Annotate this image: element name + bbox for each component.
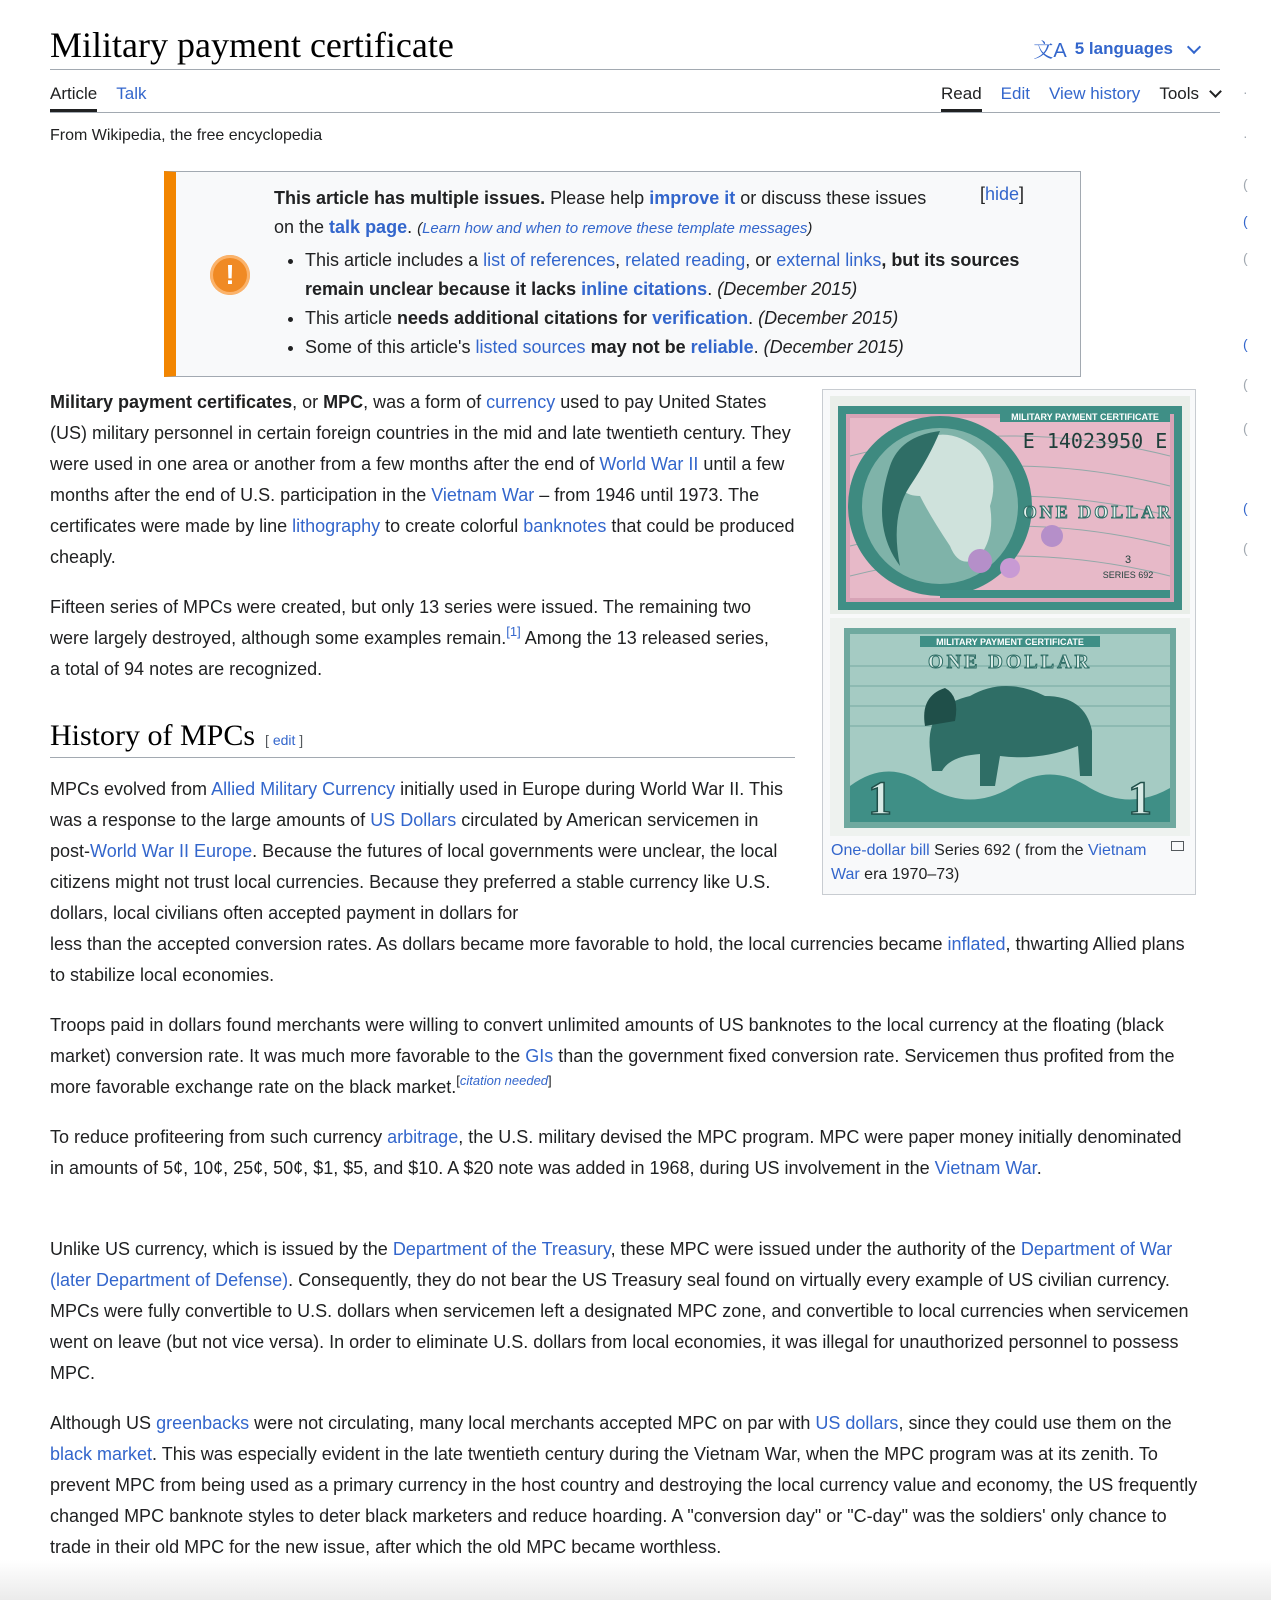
text: .	[1036, 1158, 1042, 1178]
text: . Because the futures of local governments were unclear, the local citizens might not trust local currencies. Because they preferred a stable currency like U.S. dollars, local civilians often accepted payment in dollars for	[50, 841, 778, 923]
text: than the government fixed conversion rate. Servicemen thus profited from the more favorable exchange rate on the black market.	[50, 1046, 1175, 1097]
text: until a few months after the end of U.S. participation in the	[50, 454, 785, 505]
series-label: SERIES 692	[1102, 570, 1154, 580]
bold-term: Military payment certificates	[50, 392, 293, 412]
text: Troops paid in dollars found merchants were willing to convert unlimited amounts of US banknotes to the local currency at the floating (black market) conversion rate. It was much more favorable to the	[50, 1015, 1164, 1066]
hide-link[interactable]: hide	[984, 184, 1019, 204]
issue-text: This article	[305, 308, 398, 328]
toc-edge-marker: (	[1243, 250, 1248, 266]
denomination-text: ONE DOLLAR	[928, 651, 1092, 673]
issue-item: • This article needs additional citations for verification. (December 2015)	[305, 304, 1054, 333]
reliable-link[interactable]: reliable	[690, 337, 754, 357]
vietnam-war-link[interactable]: Vietnam War	[934, 1158, 1037, 1178]
issue-item: • Some of this article's listed sources may not be reliable. (December 2015)	[305, 333, 1054, 362]
bottom-shadow	[0, 1560, 1271, 1600]
toc-edge-marker: ·	[1243, 84, 1248, 100]
text: To reduce profiteering from such currency	[50, 1127, 388, 1147]
languages-label: 5 languages	[1074, 38, 1173, 58]
tools-menu[interactable]	[1159, 84, 1220, 112]
banknotes-link[interactable]: banknotes	[523, 516, 607, 536]
denomination-text: ONE DOLLAR	[1022, 502, 1174, 522]
page-title: Military payment certificate	[50, 25, 454, 65]
text: MPCs evolved from	[50, 779, 212, 799]
caption-text: era 1970–73)	[859, 866, 960, 883]
text: , or	[292, 392, 324, 412]
text: that could be produced cheaply.	[50, 516, 795, 567]
multiple-issues-box	[164, 171, 1081, 377]
banner-text: MILITARY PAYMENT CERTIFICATE	[1011, 412, 1159, 422]
toc-edge-marker: (	[1243, 213, 1248, 229]
issues-list	[274, 246, 1054, 362]
intro-paragraph	[50, 387, 795, 573]
lithography-link[interactable]: lithography	[292, 516, 381, 536]
vietnam-war-link[interactable]: Vietnam War	[431, 485, 535, 505]
toc-edge-marker: (	[1243, 176, 1248, 192]
issue-text: , or	[745, 250, 777, 270]
issue-text: Some of this article's	[305, 337, 476, 357]
hide-toggle: [hide]	[979, 184, 1024, 204]
header-divider	[50, 69, 1220, 70]
namespace-tabs	[50, 84, 146, 112]
section-title: History of MPCs	[50, 719, 256, 752]
list-of-references-link[interactable]: list of references	[483, 250, 616, 270]
toc-edge-marker: (	[1243, 376, 1248, 392]
history-paragraph-4	[50, 1234, 1200, 1389]
series-paragraph	[50, 592, 770, 685]
issue-text: This article includes a	[305, 250, 484, 270]
denomination-numeral: 1	[868, 772, 892, 825]
text: , thwarting Allied plans to stabilize local economies.	[50, 934, 1185, 985]
text: initially used in Europe during World War II. This was a response to the large amounts of	[50, 779, 783, 830]
issue-date: (December 2015)	[763, 337, 904, 357]
improve-link[interactable]: improve it	[649, 188, 736, 208]
translate-icon: 文A	[1033, 40, 1067, 62]
toc-edge-marker: (	[1243, 500, 1248, 516]
edit-section-link[interactable]: edit	[272, 732, 296, 748]
text: , since they could use them on the	[898, 1413, 1172, 1433]
issue-bold: needs additional citations for	[397, 308, 653, 328]
text: Among the 13 released series, a total of 94 notes are recognized.	[50, 628, 769, 679]
text: , these MPC were issued under the authority of the	[610, 1239, 1021, 1259]
arbitrage-link[interactable]: arbitrage	[387, 1127, 459, 1147]
toc-edge-marker: (	[1243, 540, 1248, 556]
banknote-image[interactable]	[830, 396, 1190, 836]
toc-edge-marker: ·	[1243, 128, 1248, 144]
view-tabs	[941, 84, 1220, 112]
text: less than the accepted conversion rates. As dollars became more favorable to hold, the local currencies became	[50, 934, 948, 954]
series-number: 3	[1124, 554, 1132, 566]
text: were not circulating, many local merchants accepted MPC on par with	[249, 1413, 816, 1433]
inline-citations-link[interactable]: inline citations	[581, 279, 708, 299]
issue-date: (December 2015)	[758, 308, 899, 328]
text: Although US	[50, 1413, 157, 1433]
issues-text: on the	[274, 217, 330, 237]
text: Unlike US currency, which is issued by the	[50, 1239, 393, 1259]
chevron-down-icon	[1209, 85, 1222, 98]
vietnam-war-link[interactable]: Vietnam War	[831, 842, 1147, 883]
issues-text: Please help	[545, 188, 650, 208]
infobox-figure	[822, 389, 1196, 895]
tagline: From Wikipedia, the free encyclopedia	[50, 127, 323, 144]
us-dollars-link[interactable]: US dollars	[815, 1413, 899, 1433]
text: . Consequently, they do not bear the US Treasury seal found on virtually every example of US civilian currency. MPCs were fully convertible to U.S. dollars when servicemen left a designated MPC zone, and convertible to local currencies when servicemen went on leave (but not vice versa). In order to eliminate U.S. dollars from local economies, it was illegal for unauthorized personnel to possess MPC.	[50, 1270, 1189, 1383]
talk-page-link[interactable]: talk page	[329, 217, 408, 237]
bold-term: MPC	[323, 392, 364, 412]
gis-link[interactable]: GIs	[525, 1046, 554, 1066]
one-dollar-bill-link[interactable]: One-dollar bill	[831, 842, 930, 859]
issue-item: • This article includes a list of references, related reading, or external links, but its sources remain unclear because it lacks inline citations. (December 2015)	[305, 246, 1054, 304]
issue-bold: may not be	[585, 337, 691, 357]
banner-text: MILITARY PAYMENT CERTIFICATE	[936, 637, 1084, 647]
learn-link[interactable]: Learn how and when to remove these template messages	[422, 220, 808, 237]
tab-article[interactable]: Article	[50, 84, 97, 112]
issues-lead: This article has multiple issues.	[274, 188, 546, 208]
enlarge-icon[interactable]	[1171, 841, 1184, 851]
department-of-treasury-link[interactable]: Department of the Treasury	[392, 1239, 611, 1259]
text: circulated by American servicemen in post-	[50, 810, 759, 861]
issue-date: (December 2015)	[717, 279, 858, 299]
tabs-divider	[50, 112, 1220, 113]
issues-body: This article has multiple issues. Please help improve it or discuss these issues on the talk page. (Learn how and when to remove these template messages) • This article includes a list of references, related reading, or external links, but its sources remain unclear because it lacks inline citations. (December 2015) • This article needs additional citations for verification. (December 2015) • Some of this article's listed sources may not be reliable. (December 2015)	[274, 184, 1054, 362]
warning-icon: !	[210, 255, 250, 295]
tab-talk[interactable]: Talk	[116, 84, 147, 103]
text: , was a form of	[363, 392, 487, 412]
text: , the U.S. military devised the MPC program. MPC were paper money initially denominated in amounts of 5¢, 10¢, 25¢, 50¢, $1, $5, and $10. A $20 note was added in 1968, during US involvement in the	[50, 1127, 1182, 1178]
toc-edge-marker: (	[1243, 420, 1248, 436]
history-paragraph-3	[50, 1122, 1200, 1184]
external-links-link[interactable]: external links	[776, 250, 882, 270]
currency-link[interactable]: currency	[486, 392, 556, 412]
inflated-link[interactable]: inflated	[947, 934, 1006, 954]
world-war-ii-link[interactable]: World War II	[599, 454, 699, 474]
us-dollars-link[interactable]: US Dollars	[370, 810, 457, 830]
serial-number: E 14023950 E	[1022, 429, 1168, 453]
edit-section: [ edit ]	[265, 732, 304, 748]
history-paragraph-2: Troops paid in dollars found merchants were willing to convert unlimited amounts of US banknotes to the local currency at the floating (black market) conversion rate. It was much more favorable to the GIs than the government fixed conversion rate. Servicemen thus profited from the more favorable exchange rate on the black market.[citation needed]	[50, 1015, 1175, 1097]
greenbacks-link[interactable]: greenbacks	[156, 1413, 250, 1433]
language-selector[interactable]	[1033, 34, 1199, 63]
text: used to pay United States (US) military personnel in certain foreign countries in the mid and late twentieth century. They were used in one area or another from a few months after the end of	[50, 392, 791, 474]
denomination-numeral: 1	[1128, 772, 1152, 825]
listed-sources-link[interactable]: listed sources	[475, 337, 586, 357]
caption-text: Series 692 ( from the	[929, 842, 1089, 859]
text: to create colorful	[380, 516, 524, 536]
issues-text: or discuss these issues	[735, 188, 927, 208]
tab-edit[interactable]: Edit	[1000, 84, 1030, 103]
toc-edge-marker: (	[1243, 336, 1248, 352]
allied-military-currency-link[interactable]: Allied Military Currency	[211, 779, 396, 799]
figure-caption	[831, 839, 1161, 887]
verification-link[interactable]: verification	[652, 308, 749, 328]
tools-label: Tools	[1159, 84, 1199, 103]
reference-link[interactable]: [1]	[506, 624, 521, 639]
issue-text: ,	[615, 250, 626, 270]
text: . This was especially evident in the late twentieth century during the Vietnam War, when the MPC program was at its zenith. To prevent MPC from being used as a primary currency in the host country and destroying the local currency value and economy, the US frequently changed MPC banknote styles to deter black marketers and reduce hoarding. A "conversion day" or "C-day" was the soldiers' only chance to trade in their old MPC for the new issue, after which the old MPC became worthless.	[50, 1444, 1198, 1557]
history-paragraph-5	[50, 1408, 1200, 1563]
citation-needed-link[interactable]: citation needed	[459, 1073, 549, 1088]
tab-view-history[interactable]: View history	[1048, 84, 1141, 103]
related-reading-link[interactable]: related reading	[625, 250, 746, 270]
tab-read[interactable]: Read	[941, 84, 982, 112]
text: Fifteen series of MPCs were created, but only 13 series were issued. The remaining two were largely destroyed, although some examples remain.	[50, 597, 751, 648]
issue-bold: , but its sources remain unclear because it lacks	[305, 250, 1020, 299]
department-of-war-link[interactable]: Department of War (later Department of Defense)	[50, 1239, 1173, 1290]
history-heading	[50, 719, 795, 758]
text: – from 1946 until 1973. The certificates were made by line	[50, 485, 760, 536]
world-war-ii-europe-link[interactable]: World War II Europe	[90, 841, 253, 861]
black-market-link[interactable]: black market	[50, 1444, 153, 1464]
chevron-down-icon	[1187, 39, 1201, 53]
